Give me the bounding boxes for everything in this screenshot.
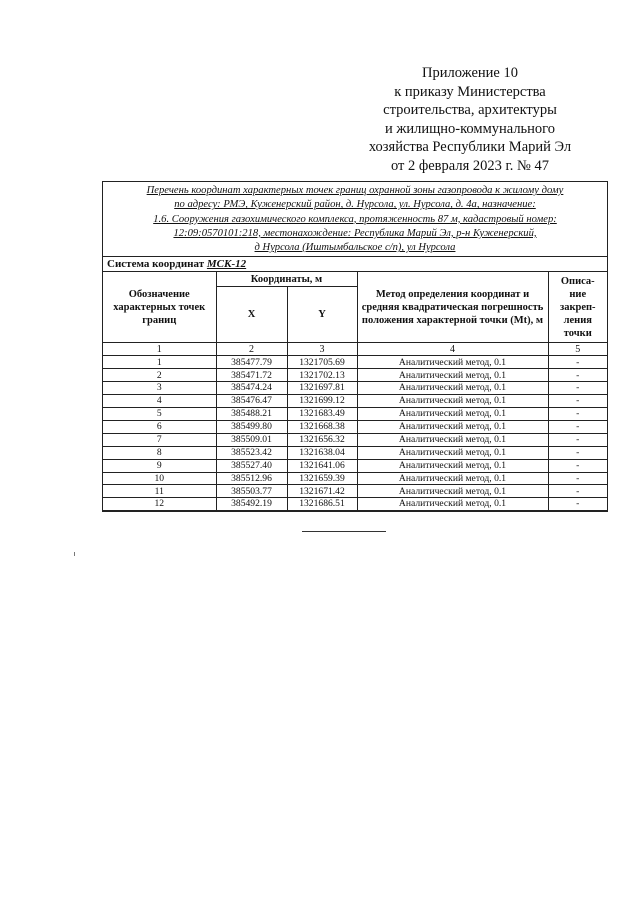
coordinate-system-cell [103,257,607,272]
table-row [103,356,607,369]
description-cell: - [548,408,607,421]
header-row-1 [103,272,607,287]
table-row [103,382,607,395]
column-number: 4 [357,343,548,356]
title-line: д Нурсола (Иштымбальское с/п), ул Нурсола [254,242,456,254]
point-number-cell: 1 [103,356,216,369]
table-row [103,433,607,446]
description-cell: - [548,459,607,472]
point-number-cell: 10 [103,472,216,485]
method-cell: Аналитический метод, 0.1 [357,408,548,421]
y-coordinate-cell: 1321671.42 [287,485,357,498]
y-coordinate-cell: 1321656.32 [287,433,357,446]
table-row [103,485,607,498]
table-row [103,420,607,433]
description-cell: - [548,356,607,369]
point-number-cell: 8 [103,446,216,459]
y-coordinate-cell: 1321659.39 [287,472,357,485]
point-number-cell: 2 [103,369,216,382]
title-line: по адресу: РМЭ, Куженерский район, д. Нурсола, ул. Нурсола, д. 4а, назначение: [174,199,536,211]
scan-mark [74,552,75,556]
coordinates-table-frame [102,181,608,512]
col-desc-header: Описа- ние закреп- ления точки [548,272,607,343]
description-cell: - [548,420,607,433]
x-coordinate-cell: 385523.42 [216,446,287,459]
x-coordinate-cell: 385512.96 [216,472,287,485]
point-number-cell: 7 [103,433,216,446]
method-cell: Аналитический метод, 0.1 [357,420,548,433]
appendix-header [330,64,610,176]
y-coordinate-cell: 1321699.12 [287,395,357,408]
column-number: 2 [216,343,287,356]
method-cell: Аналитический метод, 0.1 [357,446,548,459]
x-coordinate-cell: 385488.21 [216,408,287,421]
title-line: 1.6. Сооружения газохимического комплекса, протяженность 87 м, кадастровый номер: [153,213,557,225]
coordinate-system-label: Система координат [107,257,205,270]
coordinate-system-value: МСК-12 [206,257,247,270]
method-cell: Аналитический метод, 0.1 [357,356,548,369]
method-cell: Аналитический метод, 0.1 [357,433,548,446]
description-cell: - [548,369,607,382]
y-coordinate-cell: 1321638.04 [287,446,357,459]
table-row [103,395,607,408]
header-line: от 2 февраля 2023 г. № 47 [390,157,550,174]
description-cell: - [548,485,607,498]
column-number: 3 [287,343,357,356]
method-cell: Аналитический метод, 0.1 [357,382,548,395]
x-coordinate-cell: 385503.77 [216,485,287,498]
table-row [103,408,607,421]
header-line: строительства, архитектуры [383,102,557,119]
col-method-header: Метод определения координат и средняя квадратическая погрешность положения характерной точки (Mt), м [357,272,548,343]
x-coordinate-cell: 385499.80 [216,420,287,433]
table-row [103,459,607,472]
point-number-cell: 3 [103,382,216,395]
method-cell: Аналитический метод, 0.1 [357,369,548,382]
description-cell: - [548,446,607,459]
table-row [103,472,607,485]
x-coordinate-cell: 385492.19 [216,498,287,511]
point-number-cell: 11 [103,485,216,498]
point-number-cell: 9 [103,459,216,472]
y-coordinate-cell: 1321705.69 [287,356,357,369]
separator-line [302,531,386,532]
x-coordinate-cell: 385509.01 [216,433,287,446]
table-row [103,369,607,382]
y-coordinate-cell: 1321683.49 [287,408,357,421]
table-row [103,498,607,511]
x-coordinate-cell: 385527.40 [216,459,287,472]
point-number-cell: 5 [103,408,216,421]
column-number: 5 [548,343,607,356]
table-title [103,182,607,257]
method-cell: Аналитический метод, 0.1 [357,459,548,472]
col-point-header: Обозначение характерных точек границ [103,272,216,343]
table-row [103,446,607,459]
y-coordinate-cell: 1321702.13 [287,369,357,382]
description-cell: - [548,498,607,511]
method-cell: Аналитический метод, 0.1 [357,472,548,485]
description-cell: - [548,433,607,446]
x-coordinate-cell: 385477.79 [216,356,287,369]
col-coords-header: Координаты, м [216,272,357,287]
col-x-header: X [216,287,287,343]
method-cell: Аналитический метод, 0.1 [357,395,548,408]
header-line: к приказу Министерства [394,83,546,100]
method-cell: Аналитический метод, 0.1 [357,498,548,511]
header-line: хозяйства Республики Марий Эл [368,139,572,156]
x-coordinate-cell: 385471.72 [216,369,287,382]
y-coordinate-cell: 1321641.06 [287,459,357,472]
col-y-header: Y [287,287,357,343]
column-number-row [103,343,607,356]
column-number: 1 [103,343,216,356]
y-coordinate-cell: 1321697.81 [287,382,357,395]
point-number-cell: 12 [103,498,216,511]
coordinates-table [103,257,607,511]
header-line: и жилищно-коммунального [384,120,556,137]
title-line: 12:09:0570101:218, местонахождение: Республика Марий Эл, р-н Куженерский, [173,227,537,239]
title-line: Перечень координат характерных точек границ охранной зоны газопровода к жилому дому [146,185,564,196]
point-number-cell: 6 [103,420,216,433]
header-line: Приложение 10 [422,65,518,81]
coordinate-system-row [103,257,607,272]
method-cell: Аналитический метод, 0.1 [357,485,548,498]
description-cell: - [548,382,607,395]
description-cell: - [548,395,607,408]
y-coordinate-cell: 1321686.51 [287,498,357,511]
x-coordinate-cell: 385474.24 [216,382,287,395]
point-number-cell: 4 [103,395,216,408]
y-coordinate-cell: 1321668.38 [287,420,357,433]
description-cell: - [548,472,607,485]
x-coordinate-cell: 385476.47 [216,395,287,408]
